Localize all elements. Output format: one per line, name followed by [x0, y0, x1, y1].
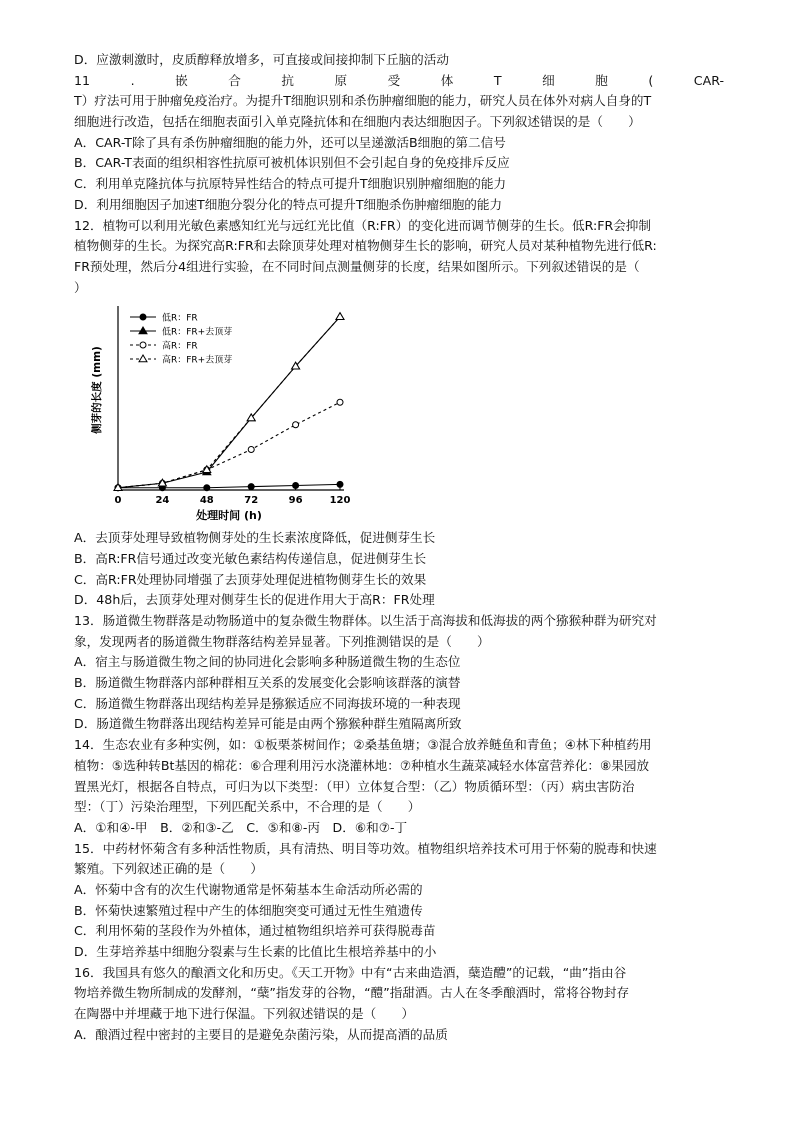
q14-stem-line-3: 置黑光灯，根据各自特点，可归为以下类型：（甲）立体复合型：（乙）物质循环型：（丙）病虫害防治 [74, 778, 635, 794]
q11-option-a: A．CAR-T除了具有杀伤肿瘤细胞的能力外，还可以呈递激活B细胞的第二信号 [74, 134, 506, 150]
q11-option-b: B．CAR-T表面的组织相容性抗原可被机体识别但不会引起自身的免疫排斥反应 [74, 155, 510, 171]
series-3-point [337, 400, 343, 406]
q11-token: . [130, 72, 135, 88]
y-axis-title: 侧芽的长度 (mm) [91, 346, 103, 435]
q12-chart [74, 300, 724, 524]
q15-stem-line-1: 15．中药材怀菊含有多种活性物质，具有清热、明目等功效。植物组织培养技术可用于怀菊的脱毒和快速 [74, 840, 657, 856]
q11-option-d: D．利用细胞因子加速T细胞分裂分化的特点可提升T细胞杀伤肿瘤细胞的能力 [74, 196, 503, 212]
series-3-point [293, 422, 299, 428]
q12-stem-line-4: ） [74, 279, 87, 295]
x-tick-label: 24 [155, 495, 170, 507]
q15-stem-line-2: 繁殖。下列叙述正确的是（ ） [74, 861, 263, 877]
x-axis-title: 处理时间 (h) [196, 509, 262, 523]
q12-stem-line-1: 12．植物可以利用光敏色素感知红光与远红光比值（R:FR）的变化进而调节侧芽的生长。低R:FR会抑制 [74, 217, 651, 233]
q13-option-c: C．肠道微生物群落出现结构差异是猕猴适应不同海拔环境的一种表现 [74, 695, 461, 711]
q14-stem-line-2: 植物：⑤选种转Bt基因的棉花：⑥合理利用污水浇灌林地：⑦种植水生蔬菜减轻水体富营养化：⑧果园放 [74, 757, 650, 773]
x-tick-label: 120 [329, 495, 351, 507]
q11-stem-line-3: 细胞进行改造，包括在细胞表面引入单克隆抗体和在细胞内表达细胞因子。下列叙述错误的是（ ） [74, 114, 641, 130]
legend-marker-2 [139, 327, 147, 334]
q11-token: 受 [387, 72, 401, 88]
legend-label-1: 低R：FR [162, 313, 198, 324]
x-tick-label: 0 [114, 495, 122, 507]
q11-token: 11 [74, 72, 91, 88]
q16-stem-line-3: 在陶器中并埋藏于地下进行保温。下列叙述错误的是（ ） [74, 1006, 415, 1022]
series-1-point [293, 483, 299, 489]
series-1-point [204, 485, 210, 491]
q11-token: ( [648, 72, 654, 88]
q13-stem-line-2: 象，发现两者的肠道微生物群落结构差异显著。下列推测错误的是（ ） [74, 633, 490, 649]
legend-marker-3 [140, 342, 146, 348]
series-1-point [337, 482, 343, 488]
legend-label-3: 高R：FR [162, 341, 198, 352]
legend-label-4: 高R：FR+去顶芽 [162, 355, 233, 366]
q12-option-c: C．高R:FR处理协同增强了去顶芽处理促进植物侧芽生长的效果 [74, 571, 427, 587]
q11-token: 细 [542, 72, 555, 88]
q12-option-a: A．去顶芽处理导致植物侧芽处的生长素浓度降低，促进侧芽生长 [74, 530, 436, 546]
q14-stem-line-4: 型：（丁）污染治理型，下列匹配关系中，不合理的是（ ） [74, 799, 421, 815]
q11-token: 体 [440, 72, 454, 88]
q13-option-b: B．肠道微生物群落内部种群相互关系的发展变化会影响该群落的演替 [74, 675, 461, 691]
q15-option-c: C．利用怀菊的茎段作为外植体，通过植物组织培养可获得脱毒苗 [74, 923, 436, 939]
q12-stem-line-3: FR预处理，然后分4组进行实验，在不同时间点测量侧芽的长度，结果如图所示。下列叙述错误的是（ [74, 258, 640, 274]
q12-stem-line-2: 植物侧芽的生长。为探究高R:FR和去除顶芽处理对植物侧芽生长的影响，研究人员对某种植物先进行低R: [74, 238, 657, 254]
q15-option-a: A．怀菊中含有的次生代谢物通常是怀菊基本生命活动所必需的 [74, 881, 423, 897]
q14-options: A．①和④-甲 B．②和③-乙 C．⑤和⑧-丙 D．⑥和⑦-丁 [74, 819, 408, 835]
q12-option-b: B．高R:FR信号通过改变光敏色素结构传递信息，促进侧芽生长 [74, 550, 427, 566]
exam-page [74, 50, 724, 1045]
series-1-point [248, 484, 254, 490]
q12-option-d: D．48h后，去顶芽处理对侧芽生长的促进作用大于高R：FR处理 [74, 592, 435, 608]
q10-option-d: D．应激刺激时，皮质醇释放增多，可直接或间接抑制下丘脑的活动 [74, 52, 449, 67]
q16-stem-line-1: 16．我国具有悠久的酿酒文化和历史。《天工开物》中有“古来曲造酒，蘖造醴”的记载，“曲”指由谷 [74, 964, 627, 980]
q11-token: 胞 [595, 72, 608, 88]
q11-token: T [493, 72, 502, 88]
legend-marker-4 [139, 355, 147, 362]
legend-marker-1 [140, 314, 146, 320]
q11-token: CAR- [693, 72, 724, 88]
q11-option-c: C．利用单克隆抗体与抗原特异性结合的特点可提升T细胞识别肿瘤细胞的能力 [74, 176, 507, 192]
q16-stem-line-2: 物培养微生物所制成的发酵剂，“蘖”指发芽的谷物，“醴”指甜酒。古人在冬季酿酒时，常将谷物封存 [74, 985, 630, 1001]
x-tick-label: 96 [288, 495, 303, 507]
series-4-point [336, 313, 344, 320]
q15-option-b: B．怀菊快速繁殖过程中产生的体细胞突变可通过无性生殖遗传 [74, 902, 423, 918]
x-tick-label: 72 [244, 495, 259, 507]
series-3-point [248, 447, 254, 453]
q11-token: 抗 [281, 72, 294, 88]
q11-stem-line-2: T）疗法可用于肿瘤免疫治疗。为提升T细胞识别和杀伤肿瘤细胞的能力，研究人员在体外对病人自身的T [74, 93, 652, 109]
x-tick-label: 48 [199, 495, 214, 507]
q14-stem-line-1: 14．生态农业有多种实例，如：①板栗茶树间作；②桑基鱼塘；③混合放养鲢鱼和青鱼；④林下种植药用 [74, 737, 652, 753]
series-line-2 [118, 317, 340, 488]
q11-token: 嵌 [175, 72, 188, 88]
q15-option-d: D．生芽培养基中细胞分裂素与生长素的比值比生根培养基中的小 [74, 944, 437, 959]
q11-token: 原 [334, 72, 348, 88]
q11-token: 合 [228, 72, 241, 88]
q11-stem-line-1 [74, 71, 724, 92]
q13-option-a: A．宿主与肠道微生物之间的协同进化会影响多种肠道微生物的生态位 [74, 654, 461, 670]
series-line-4 [118, 317, 340, 488]
q16-option-a: A．酿酒过程中密封的主要目的是避免杂菌污染，从而提高酒的品质 [74, 1026, 448, 1042]
q13-stem-line-1: 13．肠道微生物群落是动物肠道中的复杂微生物群体。以生活于高海拔和低海拔的两个猕猴种群为研究对 [74, 613, 657, 628]
q13-option-d: D．肠道微生物群落出现结构差异可能是由两个猕猴种群生殖隔离所致 [74, 716, 462, 732]
q12-line-chart [82, 300, 362, 524]
legend-label-2: 低R：FR+去顶芽 [162, 327, 233, 338]
